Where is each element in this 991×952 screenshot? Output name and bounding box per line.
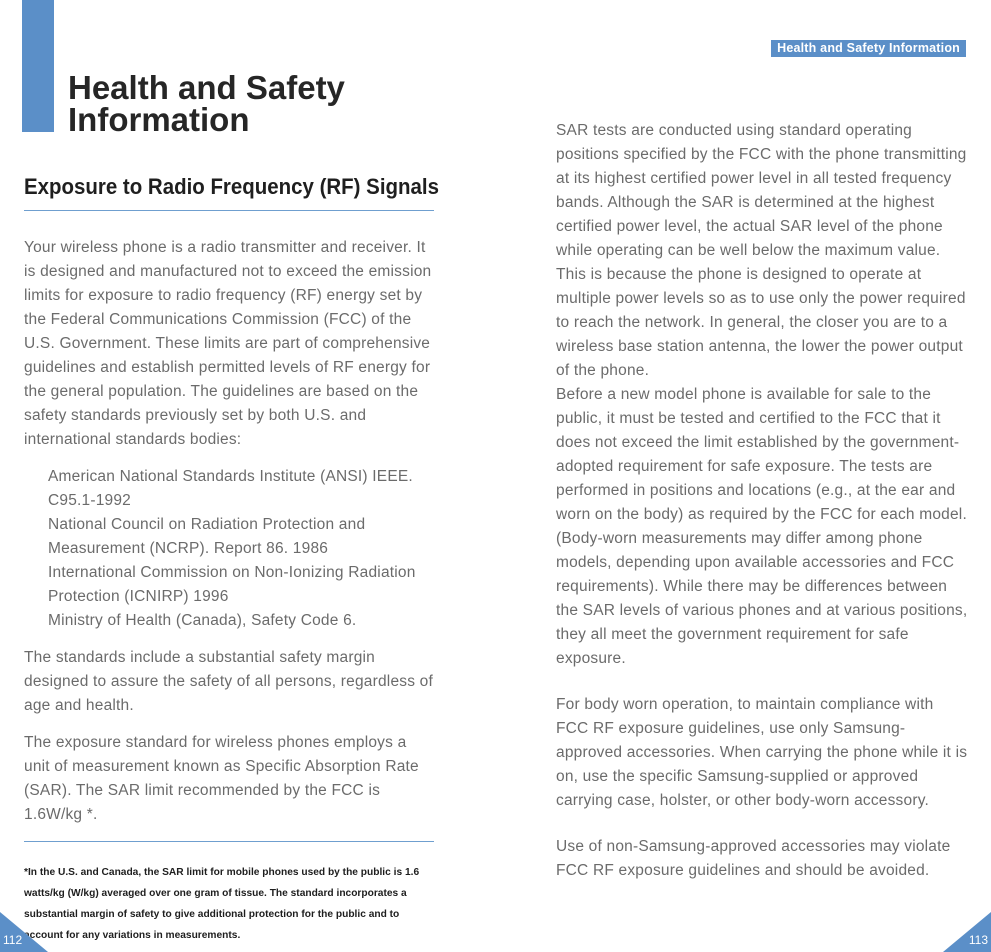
safety-margin-paragraph: The standards include a substantial safety margin designed to assure the safety of all persons, regardless of age and health. <box>24 649 434 714</box>
standards-list-item: International Commission on Non-Ionizing Radiation Protection (ICNIRP) 1996 <box>48 564 416 605</box>
sar-tests-paragraph: SAR tests are conducted using standard operating positions specified by the FCC with the phone transmitting at its highest certified power level in all tested frequency bands. Although the SAR is determined at the highest certified power level, the actual SAR level of the phone while operating can be well below the maximum value. This is because the phone is designed to operate at multiple power levels so as to use only the power required to reach the network. In general, the closer you are to a wireless base station antenna, the lower the power output of the phone. <box>556 122 967 379</box>
page-title-line-1: Health and Safety <box>68 69 345 106</box>
page-number-left: 112 <box>3 933 23 947</box>
intro-paragraph: Your wireless phone is a radio transmitter and receiver. It is designed and manufactured not to exceed the emission limits for exposure to radio frequency (RF) energy set by the Federal Communications Commission (FCC) of the U.S. Government. These limits are part of comprehensive guidelines and establish permitted levels of RF energy for the general population. The guidelines are based on the safety standards previously set by both U.S. and international standards bodies: <box>24 239 432 448</box>
standards-list-item: National Council on Radiation Protection and Measurement (NCRP). Report 86. 1986 <box>48 516 366 557</box>
certification-paragraph: Before a new model phone is available for sale to the public, it must be tested and certified to the FCC that it does not exceed the limit established by the government-adopted requirement for safe exposure. The tests are performed in positions and locations (e.g., at the ear and worn on the body) as required by the FCC for each model. (Body-worn measurements may differ among phone models, depending upon available accessories and FCC requirements). While there may be differences between the SAR levels of various phones and at various positions, they all meet the government requirement for safe exposure. <box>556 386 968 667</box>
standards-list <box>24 465 436 633</box>
footnote: *In the U.S. and Canada, the SAR limit for mobile phones used by the public is 1.6 watts/kg (W/kg) averaged over one gram of tissue. The standard incorporates a substantial margin of safety to give additional protection for the public and to account for any variations in measurements. <box>24 867 420 941</box>
page-title <box>68 69 345 138</box>
section-divider <box>24 210 434 211</box>
footnote-divider <box>24 841 434 842</box>
title-accent-bar <box>22 0 54 132</box>
standards-list-item: Ministry of Health (Canada), Safety Code 6. <box>48 612 357 629</box>
header-section-tab: Health and Safety Information <box>771 40 966 57</box>
left-page-body <box>24 236 436 840</box>
body-worn-paragraph: For body worn operation, to maintain compliance with FCC RF exposure guidelines, use only Samsung-approved accessories. When carrying the phone while it is on, use the specific Samsung-supplied or approved carrying case, holster, or other body-worn accessory. <box>556 696 968 809</box>
section-heading: Exposure to Radio Frequency (RF) Signals <box>24 174 439 199</box>
sar-paragraph: The exposure standard for wireless phones employs a unit of measurement known as Specific Absorption Rate (SAR). The SAR limit recommended by the FCC is 1.6W/kg *. <box>24 734 419 823</box>
accessories-warning-paragraph: Use of non-Samsung-approved accessories may violate FCC RF exposure guidelines and should be avoided. <box>556 838 951 879</box>
standards-list-item: American National Standards Institute (ANSI) IEEE. C95.1-1992 <box>48 468 413 509</box>
page-title-line-2: Information <box>68 101 250 138</box>
page-number-right: 113 <box>968 933 988 947</box>
right-page-body <box>556 119 968 905</box>
